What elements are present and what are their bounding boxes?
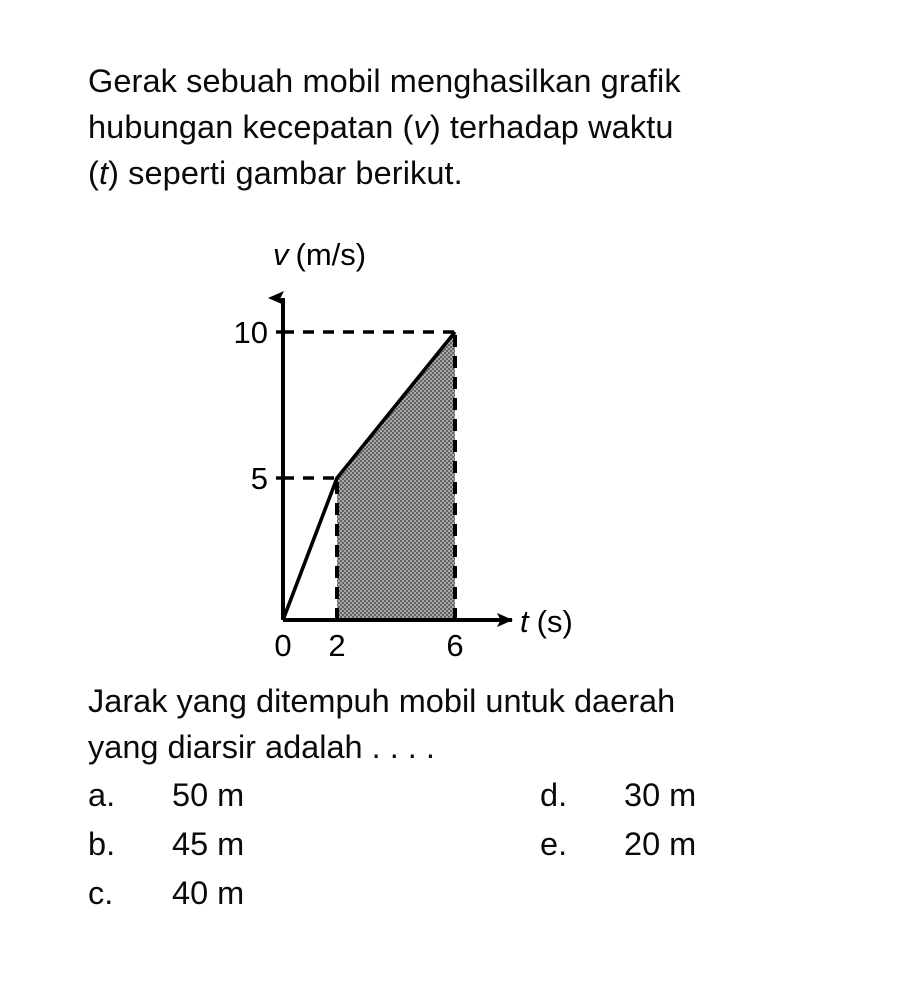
option-d[interactable]	[540, 778, 696, 812]
option-a-value: 50 m	[172, 777, 245, 813]
option-e[interactable]	[540, 827, 696, 861]
option-a[interactable]	[88, 778, 244, 812]
prompt-segment: yang diarsir adalah . . . .	[88, 729, 435, 765]
x-axis-label-unit: (s)	[536, 604, 573, 639]
x-tick-label-2: 2	[328, 628, 346, 662]
x-axis-label-symbol: t	[520, 604, 529, 639]
question-segment: ) seperti gambar berikut.	[108, 155, 463, 191]
option-e-label: e.	[540, 826, 568, 862]
option-c[interactable]	[88, 876, 244, 910]
question-line-1	[88, 104, 848, 150]
option-d-label: d.	[540, 777, 568, 813]
shaded-area	[337, 332, 455, 620]
velocity-time-graph	[200, 232, 660, 662]
option-d-value: 30 m	[624, 777, 697, 813]
question-segment: v	[413, 109, 430, 145]
option-b-label: b.	[88, 826, 116, 862]
option-b-value: 45 m	[172, 826, 245, 862]
question-segment: hubungan kecepatan (	[88, 109, 414, 145]
x-axis-label	[520, 604, 573, 639]
question-segment: (	[88, 155, 99, 191]
answer-options	[0, 778, 919, 938]
question-segment: Gerak sebuah mobil menghasilkan grafik	[88, 63, 681, 99]
question-prompt	[88, 678, 868, 770]
y-axis-label	[273, 237, 366, 272]
option-a-label: a.	[88, 777, 116, 813]
y-tick-label-10: 10	[233, 315, 268, 350]
option-c-value: 40 m	[172, 875, 245, 911]
y-tick-label-5: 5	[250, 461, 268, 496]
question-segment: t	[98, 155, 109, 191]
prompt-segment: Jarak yang ditempuh mobil untuk daerah	[88, 683, 676, 719]
option-c-label: c.	[88, 875, 114, 911]
question-line-0	[88, 58, 848, 104]
question-statement	[88, 58, 848, 196]
question-segment: ) terhadap waktu	[429, 109, 674, 145]
prompt-line-0	[88, 678, 868, 724]
prompt-line-1	[88, 724, 868, 770]
y-axis-label-unit: (m/s)	[295, 237, 367, 272]
chart-svg	[200, 232, 660, 662]
option-b[interactable]	[88, 827, 244, 861]
y-axis-label-symbol: v	[273, 237, 289, 272]
option-e-value: 20 m	[624, 826, 697, 862]
x-tick-label-0: 0	[274, 628, 292, 662]
question-line-2	[88, 150, 848, 196]
x-tick-label-6: 6	[446, 628, 464, 662]
